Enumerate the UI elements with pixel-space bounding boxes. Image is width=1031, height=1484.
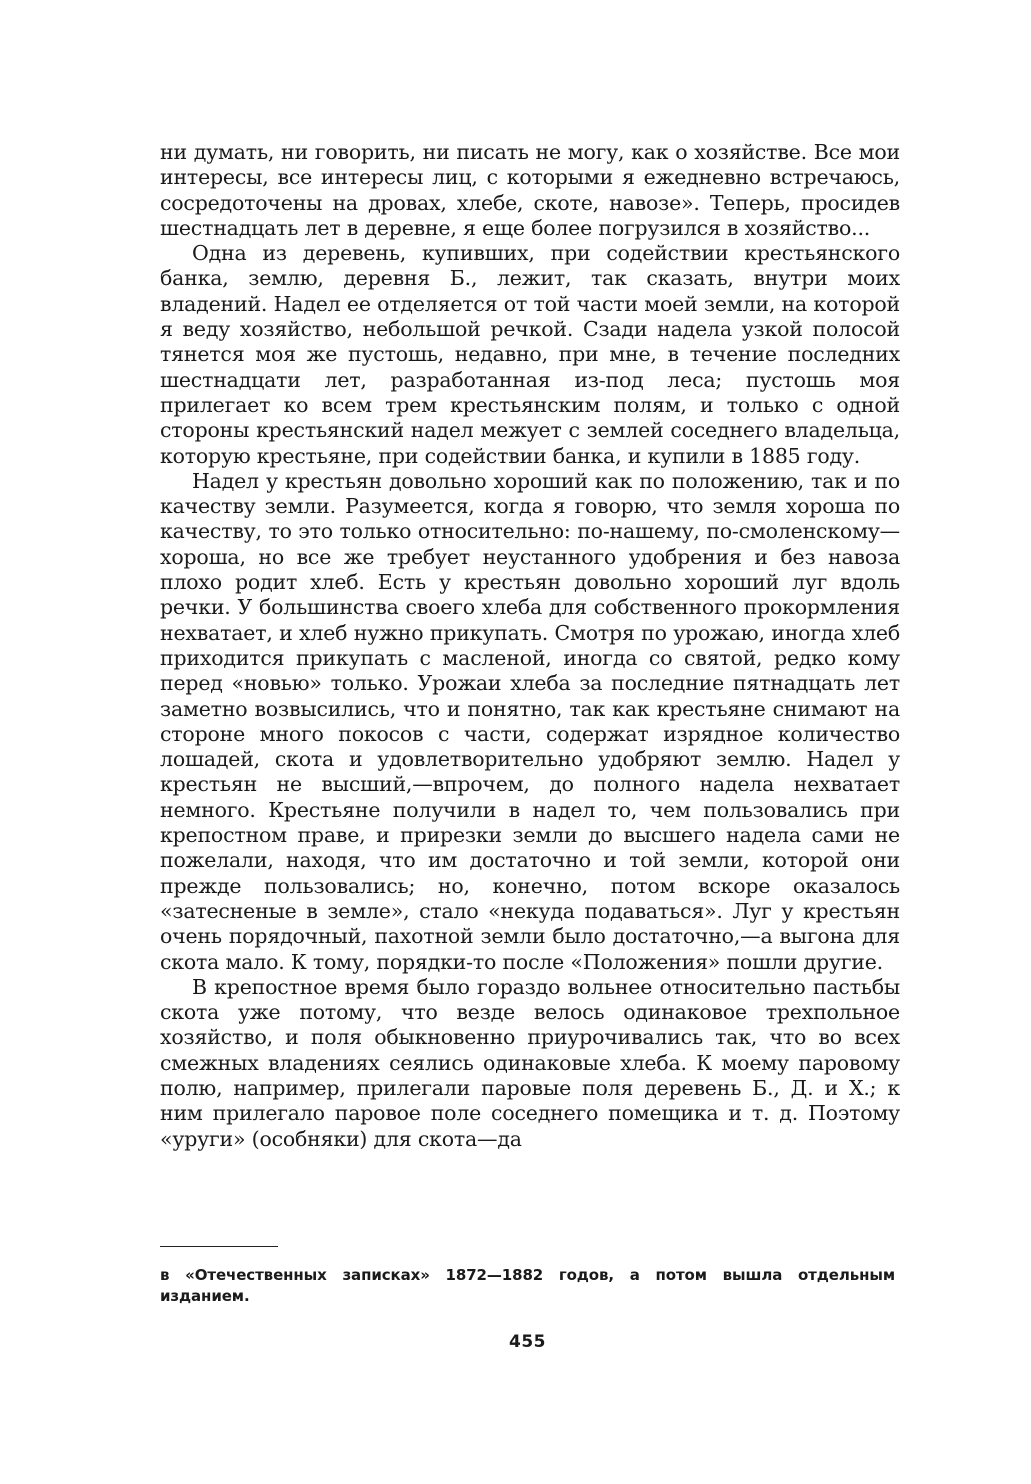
main-text <box>160 140 900 1152</box>
book-page <box>160 140 900 1460</box>
paragraph-2: Одна из деревень, купивших, при содействии крестьянского банка, землю, деревня Б., лежит, так сказать, внутри моих владений. Надел ее отделяется от той части моей земли, на которой я веду хозяйство, небольшой речкой. Сзади надела узкой полосой тянется моя же пустошь, недавно, при мне, в течение последних шестнадцати лет, разработанная из-под леса; пустошь моя прилегает ко всем трем крестьянским полям, и только с одной стороны крестьянский надел межует с землей соседнего владельца, которую крестьяне, при содействии банка, и купили в 1885 году. <box>160 241 900 468</box>
footnote: в «Отечественных записках» 1872—1882 годов, а потом вышла отдельным изданием. <box>160 1266 895 1305</box>
paragraph-4: В крепостное время было гораздо вольнее относительно пастьбы скота уже потому, что везде велось одинаковое трехпольное хозяйство, и поля обыкновенно приурочивались так, что во всех смежных владениях сеялись одинаковые хлеба. К моему паровому полю, например, прилегали паровые поля деревень Б., Д. и Х.; к ним прилегало паровое поле соседнего помещика и т. д. Поэтому «уруги» (особняки) для скота—да <box>160 974 900 1151</box>
paragraph-3: Надел у крестьян довольно хороший как по положению, так и по качеству земли. Разумеется, когда я говорю, что земля хороша по качеству, то это только относительно: по-нашему, по-смоленскому—хороша, но все же требует неустанного удобрения и без навоза плохо родит хлеб. Есть у крестьян довольно хороший луг вдоль речки. У большинства своего хлеба для собственного прокормления нехватает, и хлеб нужно прикупать. Смотря по урожаю, иногда хлеб приходится прикупать с масленой, иногда со святой, редко кому перед «новью» только. Урожаи хлеба за последние пятнадцать лет заметно возвысились, что и понятно, так как крестьяне снимают на стороне много покосов с части, содержат изрядное количество лошадей, скота и удовлетворительно удобряют землю. Надел у крестьян не высший,—впрочем, до полного надела нехватает немного. Крестьяне получили в надел то, чем пользовались при крепостном праве, и прирезки земли до высшего надела сами не пожелали, находя, что им достаточно и той земли, которой они прежде пользовались; но, конечно, потом вскоре оказалось «затесненые в земле», стало «некуда подаваться». Луг у крестьян очень порядочный, пахотной земли было достаточно,—а выгона для скота мало. К тому, порядки-то после «Положения» пошли другие. <box>160 468 900 974</box>
page-number: 455 <box>509 1332 546 1352</box>
paragraph-1: ни думать, ни говорить, ни писать не могу, как о хозяйстве. Все мои интересы, все интересы лиц, с которыми я ежедневно встречаюсь, сосредоточены на дровах, хлебе, скоте, навозе». Теперь, просидев шестнадцать лет в деревне, я еще более погрузился в хозяйство... <box>160 140 900 240</box>
footnote-divider <box>160 1246 278 1247</box>
